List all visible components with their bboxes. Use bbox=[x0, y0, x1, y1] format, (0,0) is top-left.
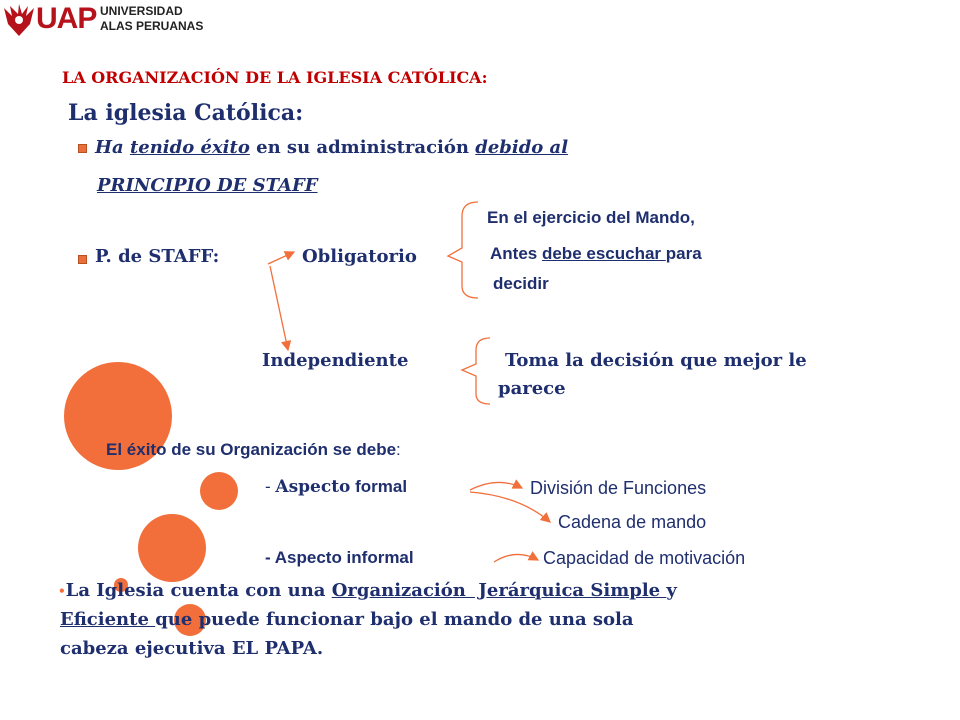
bullet1-debido-al: debido al bbox=[475, 137, 569, 158]
logo-acronym: UAP bbox=[36, 2, 97, 35]
bottom-line3: cabeza ejecutiva EL PAPA. bbox=[60, 638, 324, 659]
logo-line1: UNIVERSIDAD bbox=[100, 4, 183, 18]
bottom-y: y bbox=[666, 580, 677, 601]
debe-escuchar-text: debe escuchar bbox=[541, 244, 666, 263]
logo-line2: ALAS PERUANAS bbox=[100, 19, 204, 33]
bottom-line1 bbox=[58, 580, 677, 601]
bottom-cuenta: La Iglesia cuenta con una bbox=[65, 580, 332, 601]
aspecto-formal-dash: - bbox=[265, 477, 276, 496]
capacidad-motivacion: Capacidad de motivación bbox=[543, 548, 746, 568]
bottom-line2 bbox=[60, 609, 634, 630]
cadena-mando: Cadena de mando bbox=[558, 512, 707, 532]
bullet1-tenido-exito: tenido éxito bbox=[129, 137, 250, 158]
aspecto-informal: - Aspecto informal bbox=[265, 548, 414, 567]
bottom-organizacion: Organización Jerárquica Simple bbox=[331, 580, 667, 601]
aspecto-formal bbox=[265, 477, 407, 497]
exito-line bbox=[106, 440, 401, 460]
obligatorio-label: Obligatorio bbox=[302, 246, 417, 267]
antes-text: Antes bbox=[490, 244, 542, 263]
aspecto-formal-word: Aspecto bbox=[275, 477, 351, 497]
para-text: para bbox=[665, 244, 702, 263]
decidir-text: decidir bbox=[493, 274, 549, 293]
exito-colon: : bbox=[396, 440, 401, 459]
bullet1-principio: PRINCIPIO DE STAFF bbox=[97, 175, 318, 196]
slide-title: LA ORGANIZACIÓN DE LA IGLESIA CATÓLICA: bbox=[62, 68, 488, 87]
exito-text: El éxito bbox=[106, 440, 172, 459]
bottom-funcionar: que puede funcionar bajo el mando de una sola bbox=[155, 609, 634, 630]
bullet1-ha: Ha bbox=[95, 137, 124, 158]
slide-subtitle: La iglesia Católica: bbox=[68, 100, 304, 126]
toma-line1: Toma la decisión que mejor le bbox=[505, 350, 807, 371]
division-funciones: División de Funciones bbox=[530, 478, 707, 498]
independiente-label: Independiente bbox=[262, 350, 409, 371]
bottom-eficiente: Eficiente bbox=[60, 609, 156, 630]
mando-line: En el ejercicio del Mando, bbox=[487, 208, 695, 227]
exito-organizacion: de su Organización se debe bbox=[171, 440, 397, 459]
aspecto-formal-formal: formal bbox=[350, 477, 408, 496]
bullet1-administracion: en su administración bbox=[249, 137, 476, 158]
staff-label: P. de STAFF: bbox=[95, 246, 220, 267]
toma-line2: parece bbox=[498, 378, 566, 399]
bottom-bullet: • bbox=[58, 584, 66, 598]
